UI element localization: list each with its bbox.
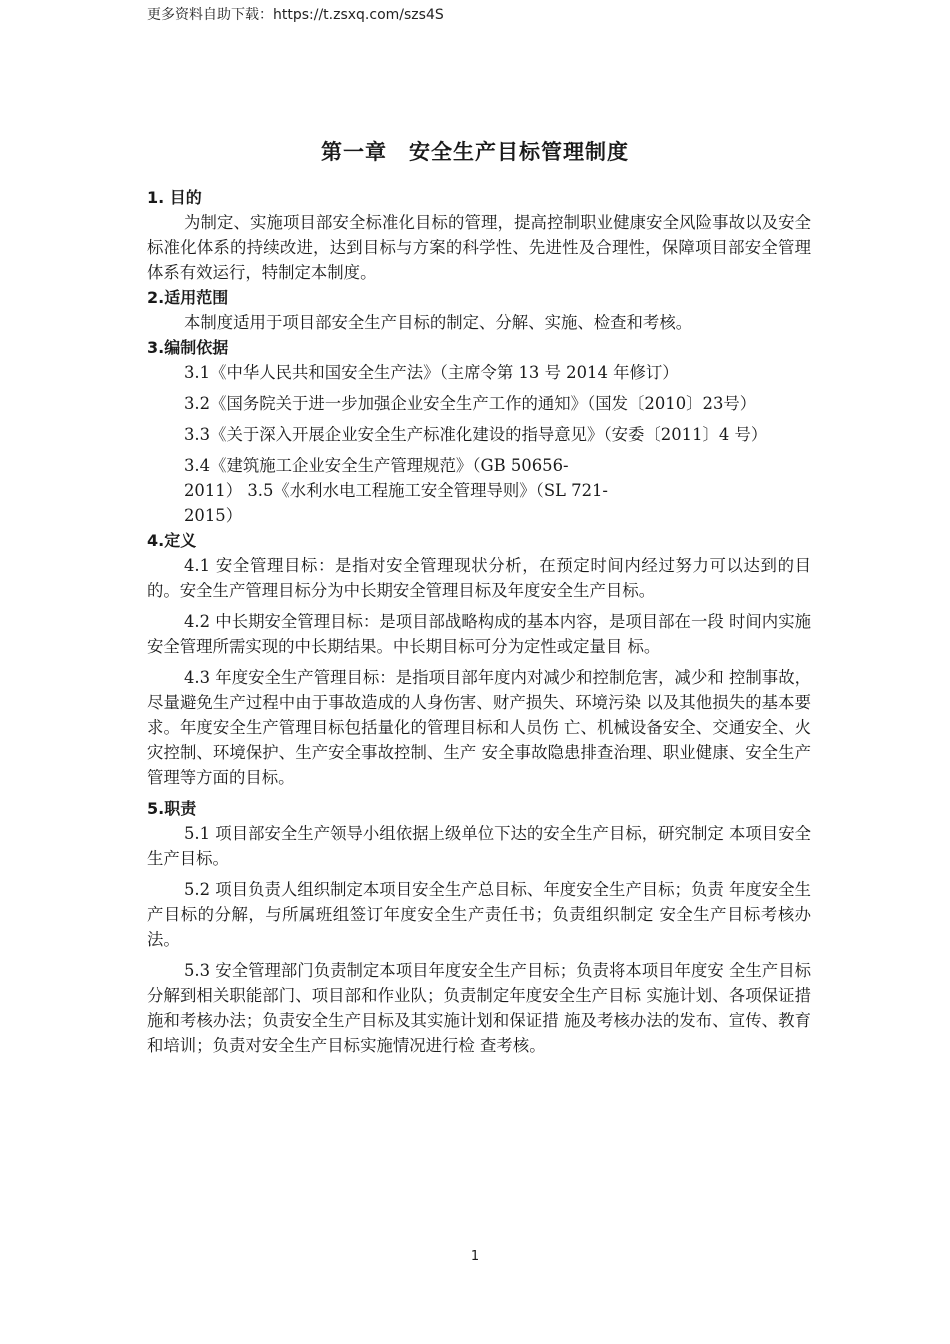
basis-item-4-line-2: 2011） 3.5《水利水电工程施工安全管理导则》（SL 721- [184, 481, 608, 500]
chapter-title: 第一章 安全生产目标管理制度 [321, 140, 629, 164]
section-heading-responsibilities: 5.职责 [147, 799, 197, 818]
purpose-paragraph: 为制定、实施项目部安全标准化目标的管理，提高控制职业健康安全风险事故以及安全标准化体系的持续改进，达到目标与方案的科学性、先进性及合理性，保障项目部安全管理体系有效运行，特制定本制度。 [147, 213, 811, 282]
basis-item-2: 3.2《国务院关于进一步加强企业安全生产工作的通知》（国发〔2010〕23号） [184, 394, 757, 413]
responsibility-5-3: 5.3 安全管理部门负责制定本项目年度安全生产目标；负责将本项目年度安 全生产目标分解到相关职能部门、项目部和作业队；负责制定年度安全生产目标 实施计划、各项保证措施和考核办法；负责安全生产目标及其实施计划和保证措 施及考核办法的发布、宣传、教育和培训；负责对安全生产目标实施情况进行检 查考核。 [147, 961, 811, 1055]
page-number: 1 [470, 1249, 480, 1264]
definition-4-2: 4.2 中长期安全管理目标：是项目部战略构成的基本内容，是项目部在一段 时间内实施安全管理所需实现的中长期结果。中长期目标可分为定性或定量目 标。 [147, 612, 811, 656]
basis-item-4-line-1: 3.4《建筑施工企业安全生产管理规范》（GB 50656- [184, 456, 569, 475]
section-heading-definitions: 4.定义 [147, 531, 197, 550]
scope-paragraph: 本制度适用于项目部安全生产目标的制定、分解、实施、检查和考核。 [184, 313, 693, 332]
section-heading-scope: 2.适用范围 [147, 288, 229, 307]
basis-item-1: 3.1《中华人民共和国安全生产法》（主席令第 13 号 2014 年修订） [184, 363, 679, 382]
definition-4-3: 4.3 年度安全生产管理目标：是指项目部年度内对减少和控制危害，减少和 控制事故，尽量避免生产过程中由于事故造成的人身伤害、财产损失、环境污染 以及其他损失的基本要求。年度安全生产管理目标包括量化的管理目标和人员伤 亡、机械设备安全、交通安全、火灾控制、环境保护、生产安全事故控制、生产 安全事故隐患排查治理、职业健康、安全生产管理等方面的目标。 [147, 668, 811, 787]
basis-item-4-line-3: 2015） [184, 506, 243, 525]
download-header: 更多资料自助下载：https://t.zsxq.com/szs4S [147, 7, 444, 23]
responsibility-5-1: 5.1 项目部安全生产领导小组依据上级单位下达的安全生产目标，研究制定 本项目安全生产目标。 [147, 824, 811, 868]
section-heading-purpose: 1. 目的 [147, 188, 202, 207]
section-heading-basis: 3.编制依据 [147, 338, 229, 357]
basis-item-3: 3.3《关于深入开展企业安全生产标准化建设的指导意见》（安委〔2011〕4 号） [184, 425, 768, 444]
document-body [147, 185, 811, 1058]
responsibility-5-2: 5.2 项目负责人组织制定本项目安全生产总目标、年度安全生产目标；负责 年度安全生产目标的分解，与所属班组签订年度安全生产责任书；负责组织制定 安全生产目标考核办法。 [147, 880, 811, 949]
definition-4-1: 4.1 安全管理目标：是指对安全管理现状分析，在预定时间内经过努力可以达到的目的。安全生产管理目标分为中长期安全管理目标及年度安全生产目标。 [147, 556, 811, 600]
